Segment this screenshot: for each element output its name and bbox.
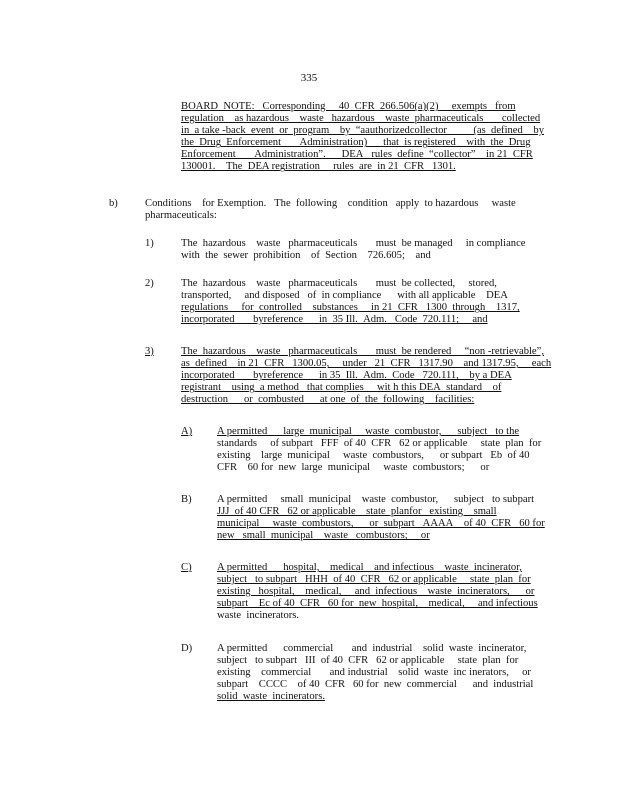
facility-label: C) bbox=[181, 562, 192, 573]
text-line: 130001. The DEA registration rules are in 21 CFR 1301. bbox=[181, 161, 456, 173]
condition-text bbox=[181, 278, 520, 326]
text-line: The hazardous waste pharmaceuticals must be managed in compliance bbox=[181, 238, 526, 249]
text-line: JJJ of 40 CFR 62 or applicable state planfor existing small bbox=[217, 506, 497, 518]
facility-label: A) bbox=[181, 426, 193, 437]
text-line: with the sewer prohibition of Section 726.605; and bbox=[181, 250, 431, 262]
facility-label: B) bbox=[181, 494, 192, 505]
text-line: new small municipal waste combustors; or bbox=[217, 530, 430, 542]
condition-text bbox=[181, 238, 525, 262]
text-line: waste incinerators. bbox=[217, 610, 300, 622]
text-line: subpart CCCC of 40 CFR 60 for new commercial and industrial bbox=[217, 679, 534, 691]
text-line: regulations for controlled substances in 21 CFR 1300 through 1317, bbox=[181, 302, 520, 314]
text-line: subject to subpart HHH of 40 CFR 62 or applicable state plan for bbox=[217, 574, 531, 586]
board-note bbox=[181, 101, 544, 174]
condition-label: 2) bbox=[145, 278, 154, 289]
item-b-label: b) bbox=[109, 198, 118, 209]
text-line: A permitted hospital, medical and infectious waste incinerator, bbox=[217, 562, 522, 573]
text-line: BOARD NOTE: Corresponding 40 CFR 266.506(a)(2) exempts from bbox=[181, 101, 516, 112]
facility-text bbox=[217, 562, 538, 622]
text-line: standards of subpart FFF of 40 CFR 62 or applicable state plan for bbox=[217, 438, 542, 450]
page-number: 335 bbox=[300, 72, 318, 84]
text-line: A permitted small municipal waste combustor, subject to subpart bbox=[217, 494, 535, 505]
text-line: as defined in 21 CFR 1300.05, under 21 CFR 1317.90 and 1317.95, each bbox=[181, 358, 552, 370]
condition-label: 3) bbox=[145, 346, 154, 357]
text-line: A permitted commercial and industrial solid waste incinerator, bbox=[217, 643, 527, 654]
facility-text bbox=[217, 643, 533, 703]
text-line: The hazardous waste pharmaceuticals must be collected, stored, bbox=[181, 278, 497, 289]
text-line: existing commercial and industrial solid waste inc inerators, or bbox=[217, 667, 531, 679]
text-line: the Drug Enforcement Administration) that is registered with the Drug bbox=[181, 137, 531, 149]
text-line: existing large municipal waste combustors, or subpart Eb of 40 bbox=[217, 450, 530, 462]
text-line: solid waste incinerators. bbox=[217, 691, 325, 703]
text-line: pharmaceuticals: bbox=[145, 210, 217, 222]
text-line: incorporated byreference in 35 Ill. Adm. Code 720.111, by a DEA bbox=[181, 370, 512, 382]
text-line: existing hospital, medical, and infectious waste incinerators, or bbox=[217, 586, 535, 598]
text-line: CFR 60 for new large municipal waste combustors; or bbox=[217, 462, 490, 474]
text-line: The hazardous waste pharmaceuticals must be rendered “non -retrievable”, bbox=[181, 346, 544, 357]
facility-label: D) bbox=[181, 643, 193, 654]
text-line: Enforcement Administration”. DEA rules define “collector” in 21 CFR bbox=[181, 149, 533, 161]
text-line: destruction or combusted at one of the following facilities: bbox=[181, 394, 475, 406]
item-b-text bbox=[145, 198, 516, 222]
text-line: municipal waste combustors, or subpart AAAA of 40 CFR 60 for bbox=[217, 518, 545, 530]
text-line: incorporated byreference in 35 Ill. Adm. Code 720.111; and bbox=[181, 314, 488, 326]
facility-text bbox=[217, 426, 541, 474]
condition-label: 1) bbox=[145, 238, 154, 249]
condition-text bbox=[181, 346, 551, 406]
text-line: regulation as hazardous waste hazardous waste pharmaceuticals collected bbox=[181, 113, 541, 125]
text-line: subpart Ec of 40 CFR 60 for new hospital, medical, and infectious bbox=[217, 598, 538, 610]
text-line: Conditions for Exemption. The following condition apply to hazardous waste bbox=[145, 198, 516, 209]
text-line: in a take -back event or program by “aauthorizedcollector (as defined by bbox=[181, 125, 544, 137]
facility-text bbox=[217, 494, 545, 542]
text-line: transported, and disposed of in compliance with all applicable DEA bbox=[181, 290, 508, 302]
text-line: registrant using a method that complies wit h this DEA standard of bbox=[181, 382, 502, 394]
text-line: A permitted large municipal waste combustor, subject to the bbox=[217, 426, 520, 437]
text-line: subject to subpart III of 40 CFR 62 or applicable state plan for bbox=[217, 655, 519, 667]
